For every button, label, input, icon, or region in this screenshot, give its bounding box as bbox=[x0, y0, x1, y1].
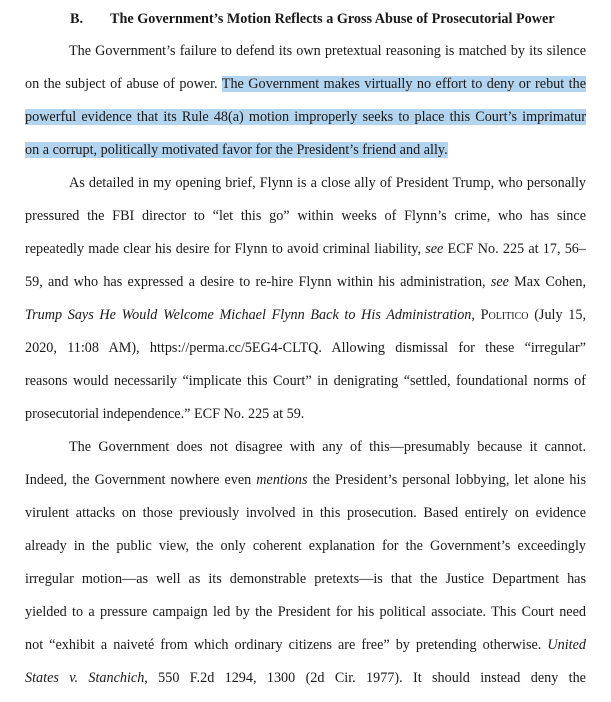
p1-line-2: on the subject of abuse of power. The Government makes virtually no effort to deny or rebut the bbox=[25, 76, 586, 92]
p3-line-7: not “exhibit a naiveté from which ordinary citizens are free” by pretending otherwise. United bbox=[25, 637, 586, 653]
p3-line-4: already in the public view, the only coherent explanation for the Government’s exceedingly bbox=[25, 538, 586, 554]
p3-line-8: States v. Stanchich, 550 F.2d 1294, 1300 (2d Cir. 1977). It should instead deny the bbox=[25, 670, 586, 686]
p3-line-6: yielded to a pressure campaign led by the President for his political associate. This Court need bbox=[25, 604, 586, 620]
p3-line-2: Indeed, the Government nowhere even mentions the President’s personal lobbying, let alone his bbox=[25, 472, 586, 488]
section-heading bbox=[70, 10, 555, 28]
p2-line-5: Trump Says He Would Welcome Michael Flynn Back to His Administration, Politico (July 15, bbox=[25, 307, 587, 323]
p3-line-5: irregular motion—as well as its demonstrable pretexts—is that the Justice Department has bbox=[25, 571, 586, 587]
article-title: Trump Says He Would Welcome Michael Flynn Back to His Administration bbox=[25, 307, 472, 323]
highlighted-text: on a corrupt, politically motivated favor for the President’s friend and ally. bbox=[25, 142, 448, 158]
highlighted-text: powerful evidence that its Rule 48(a) motion improperly seeks to place this Court’s imprimatur bbox=[25, 109, 586, 125]
p2-line-1: As detailed in my opening brief, Flynn is a close ally of President Trump, who personally bbox=[69, 175, 586, 191]
section-letter: B. bbox=[70, 11, 84, 27]
p3-line-3: virulent attacks on those previously involved in this prosecution. Based entirely on evidence bbox=[25, 505, 586, 521]
p3-line-1: The Government does not disagree with any of this—presumably because it cannot. bbox=[69, 439, 586, 455]
p2-line-4: 59, and who has expressed a desire to re-hire Flynn within his administration, see Max Cohen, bbox=[25, 274, 586, 290]
highlighted-text: The Government makes virtually no effort to deny or rebut the bbox=[221, 76, 586, 92]
p2-line-8: prosecutorial independence.” ECF No. 225 at 59. bbox=[25, 406, 305, 422]
section-title: The Government’s Motion Reflects a Gross Abuse of Prosecutorial Power bbox=[110, 11, 555, 27]
case-name: States v. Stanchich bbox=[25, 670, 145, 686]
publication-name: Politico bbox=[480, 307, 529, 323]
p1-line-4 bbox=[25, 141, 586, 159]
p1-line-3 bbox=[25, 108, 586, 126]
p2-line-7: reasons would necessarily “implicate this Court” in denigrating “settled, foundational norms of bbox=[25, 373, 586, 389]
p2-line-3: repeatedly made clear his desire for Flynn to avoid criminal liability, see ECF No. 225 at 17, 56– bbox=[25, 241, 586, 257]
p1-line-1: The Government’s failure to defend its own pretextual reasoning is matched by its silence bbox=[69, 43, 586, 59]
case-name: United bbox=[547, 637, 586, 653]
p2-line-2: pressured the FBI director to “let this go” within weeks of Flynn’s crime, who has since bbox=[25, 208, 586, 224]
p2-line-6: 2020, 11:08 AM), https://perma.cc/5EG4-CLTQ. Allowing dismissal for these “irregular” bbox=[25, 340, 586, 356]
